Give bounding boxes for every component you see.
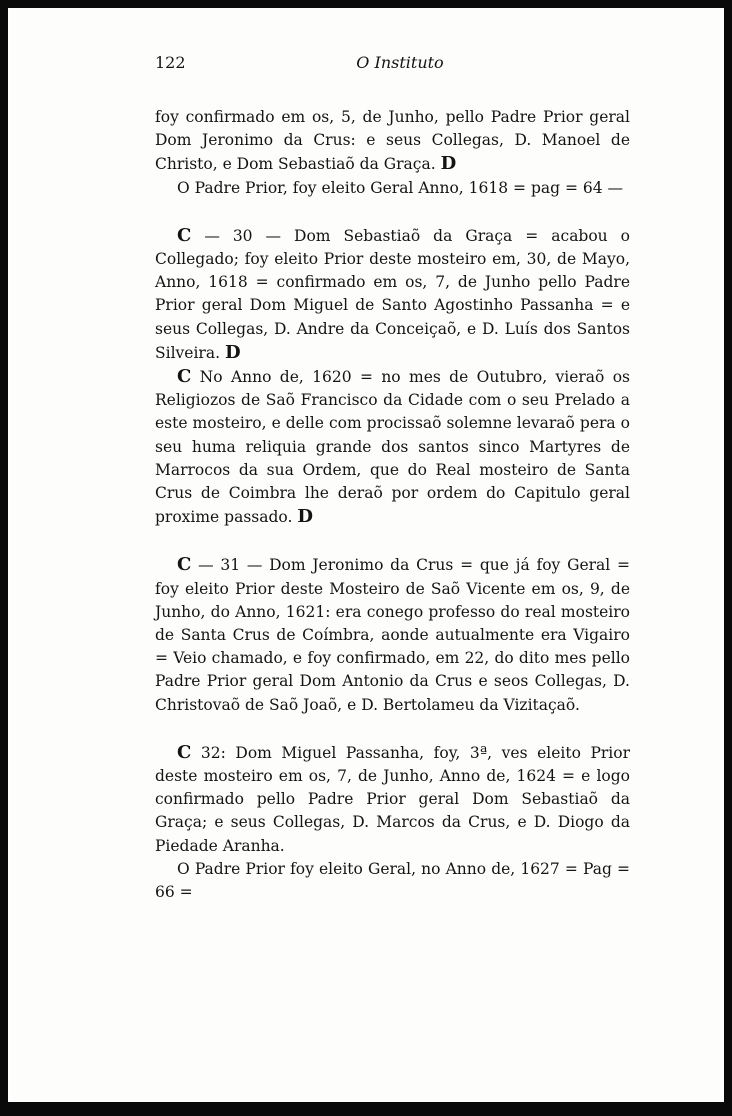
pilcrow-close-mark: D [224,341,241,363]
paragraph-5: C — 31 — Dom Jeronimo da Crus = que já foy Geral = foy eleito Prior deste Mosteiro de Saõ Vicente em os, 9, de Junho, do Anno, 1621: era conego professo do real mosteiro de Santa Crus de Coímbra, aonde autualmente era Vigairo = Veio chamado, e foy confirmado, em 22, do dito mes pello Padre Prior geral Dom Antonio da Crus e seos Collegas, D. Christovaõ de Saõ Joaõ, e D. Bertolameu da Vizitaçaõ. [155,554,630,714]
pilcrow-close-mark: D [297,506,313,528]
body-text [155,106,630,904]
paragraph-4: C No Anno de, 1620 = no mes de Outubro, vieraõ os Religiozos de Saõ Francisco da Cidade com o seu Prelado a este mosteiro, e delle com procissaõ solemne levaraõ pera o seu huma reliquia grande dos santos sinco Martyres de Marrocos da sua Ordem, que do Real mosteiro de Santa Crus de Coimbra lhe deraõ por ordem do Capitulo geral proxime passado. D [155,366,630,528]
pilcrow-open-mark: C [177,366,192,388]
pilcrow-open-mark: C [177,554,192,576]
pilcrow-open-mark: C [177,224,192,246]
paragraph-2: O Padre Prior, foy eleito Geral Anno, 1618 = pag = 64 — [177,178,624,197]
page-header [155,53,645,79]
paragraph-6: C 32: Dom Miguel Passanha, foy, 3ª, ves eleito Prior deste mosteiro em os, 7, de Junho, Anno de, 1624 = e logo confirmado pello Padre Prior geral Dom Sebastiaõ da Graça; e seus Collegas, D. Marcos da Crus, e D. Diogo da Piedade Aranha. [155,741,630,855]
paragraph-1: foy confirmado em os, 5, de Junho, pello Padre Prior geral Dom Jeronimo da Crus: e seus Collegas, D. Manoel de Christo, e Dom Sebastiaõ da Graça. D [155,108,630,175]
paragraph-7: O Padre Prior foy eleito Geral, no Anno de, 1627 = Pag = 66 = [155,859,630,902]
page-number: 122 [155,53,186,72]
running-title: O Instituto [356,53,444,72]
pilcrow-open-mark: C [177,741,192,763]
paragraph-3: C — 30 — Dom Sebastiaõ da Graça = acabou o Collegado; foy eleito Prior deste mosteiro em, 30, de Mayo, Anno, 1618 = confirmado em os, 7, de Junho pello Padre Prior geral Dom Miguel de Santo Agostinho Passanha = e seus Collegas, D. Andre da Conceiçaõ, e D. Luís dos Santos Silveira. D [155,224,630,363]
pilcrow-close-mark: D [440,153,457,175]
